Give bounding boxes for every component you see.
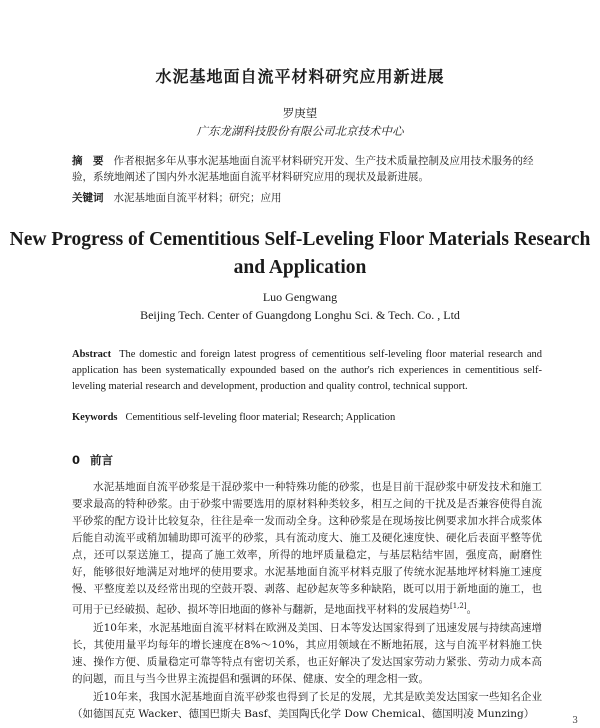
chinese-author: 罗庚望 (282, 106, 318, 120)
chinese-abstract-text: 作者根据多年从事水泥基地面自流平材料研究开发、生产技术质量控制及应用技术服务的经验，系统地阐述了国内外水泥基地面自流平材料研究应用的现状及最新进展。 (72, 155, 534, 183)
paragraph-text: 水泥基地面自流平砂浆是干混砂浆中一种特殊功能的砂浆，也是目前干混砂浆中研发技术和施工要求最高的特种砂浆。由于砂浆中需要选用的原材料种类较多，相互之间的干扰及是否兼容使得自流平砂浆的配方设计比较复杂，往往是牵一发而动全身。这种砂浆是在现场按比例要求加水拌合成浆体后能自动流平或稍加辅助即可流平的砂浆，具有流动度大、施工及硬化速度快、硬化后表面平整等优点，还可以泵送施工，提高了施工效率，所得的地坪质量稳定，与基层粘结牢固，强度高，耐磨性好，能够很好地满足对地坪的使用要求。水泥基地面自流平材料克服了传统水泥基地坪材料施工速度慢、平整度差以及经常出现的空鼓开裂、剥落、起砂起灰等多种缺陷，既可以用于新地面的施工，也可用于已经破损、起砂、损坏等旧地面的修补与翻新，是地面找平材料的发展趋势 (72, 481, 542, 616)
section-title: 前言 (90, 453, 114, 467)
section-heading (72, 452, 113, 468)
english-author: Luo Gengwang (262, 290, 338, 304)
paragraph-end: 。 (466, 603, 478, 616)
citation-ref: [1,2] (450, 602, 467, 610)
english-abstract-text: The domestic and foreign latest progress of cementitious self-leveling floor material research and application has been systematically expounded based on the author's rich experiences in cementitious self-leveling material research and development, production and quality control, technical support. (72, 349, 542, 392)
chinese-keywords (72, 190, 542, 206)
body-paragraph: 近10年来，我国水泥基地面自流平砂浆也得到了长足的发展，尤其是欧美发达国家一些知名企业（如德国瓦克 Wacker、德国巴斯夫 Basf、美国陶氏化学 Dow Chemical、德国明凌 Munzing） (72, 691, 542, 720)
english-abstract (72, 347, 542, 395)
english-keywords (72, 410, 542, 426)
chinese-abstract (72, 153, 542, 185)
section-number: 0 (72, 453, 81, 467)
english-keywords-label: Keywords (72, 412, 118, 423)
english-title: New Progress of Cementitious Self-Leveling Floor Materials Research and Application (9, 229, 591, 278)
english-abstract-label: Abstract (72, 349, 112, 360)
english-keywords-text: Cementitious self-leveling floor material; Research; Application (125, 412, 396, 423)
body-paragraph (72, 479, 542, 619)
chinese-keywords-label: 关键词 (72, 192, 104, 204)
chinese-title: 水泥基地面自流平材料研究应用新进展 (155, 67, 445, 86)
chinese-abstract-label: 摘 要 (72, 155, 104, 167)
body-paragraph: 近10年来，水泥基地面自流平材料在欧洲及美国、日本等发达国家得到了迅速发展与持续高速增长，其使用量平均每年的增长速度在8%～10%，其应用领域在不断地拓展，这与自流平材料施工快速、操作方便、质量稳定可靠等特点有密切关系，也正好解决了发达国家劳动力紧张、劳动力成本高的问题，而且与当今世界主流提倡和强调的环保、健康、安全的理念相一致。 (72, 622, 542, 685)
chinese-affiliation: 广东龙湖科技股份有限公司北京技术中心 (196, 124, 404, 138)
page-number: 3 (572, 716, 578, 726)
english-affiliation: Beijing Tech. Center of Guangdong Longhu Sci. & Tech. Co. , Ltd (140, 308, 460, 322)
chinese-keywords-text: 水泥基地面自流平材料；研究；应用 (113, 192, 282, 204)
